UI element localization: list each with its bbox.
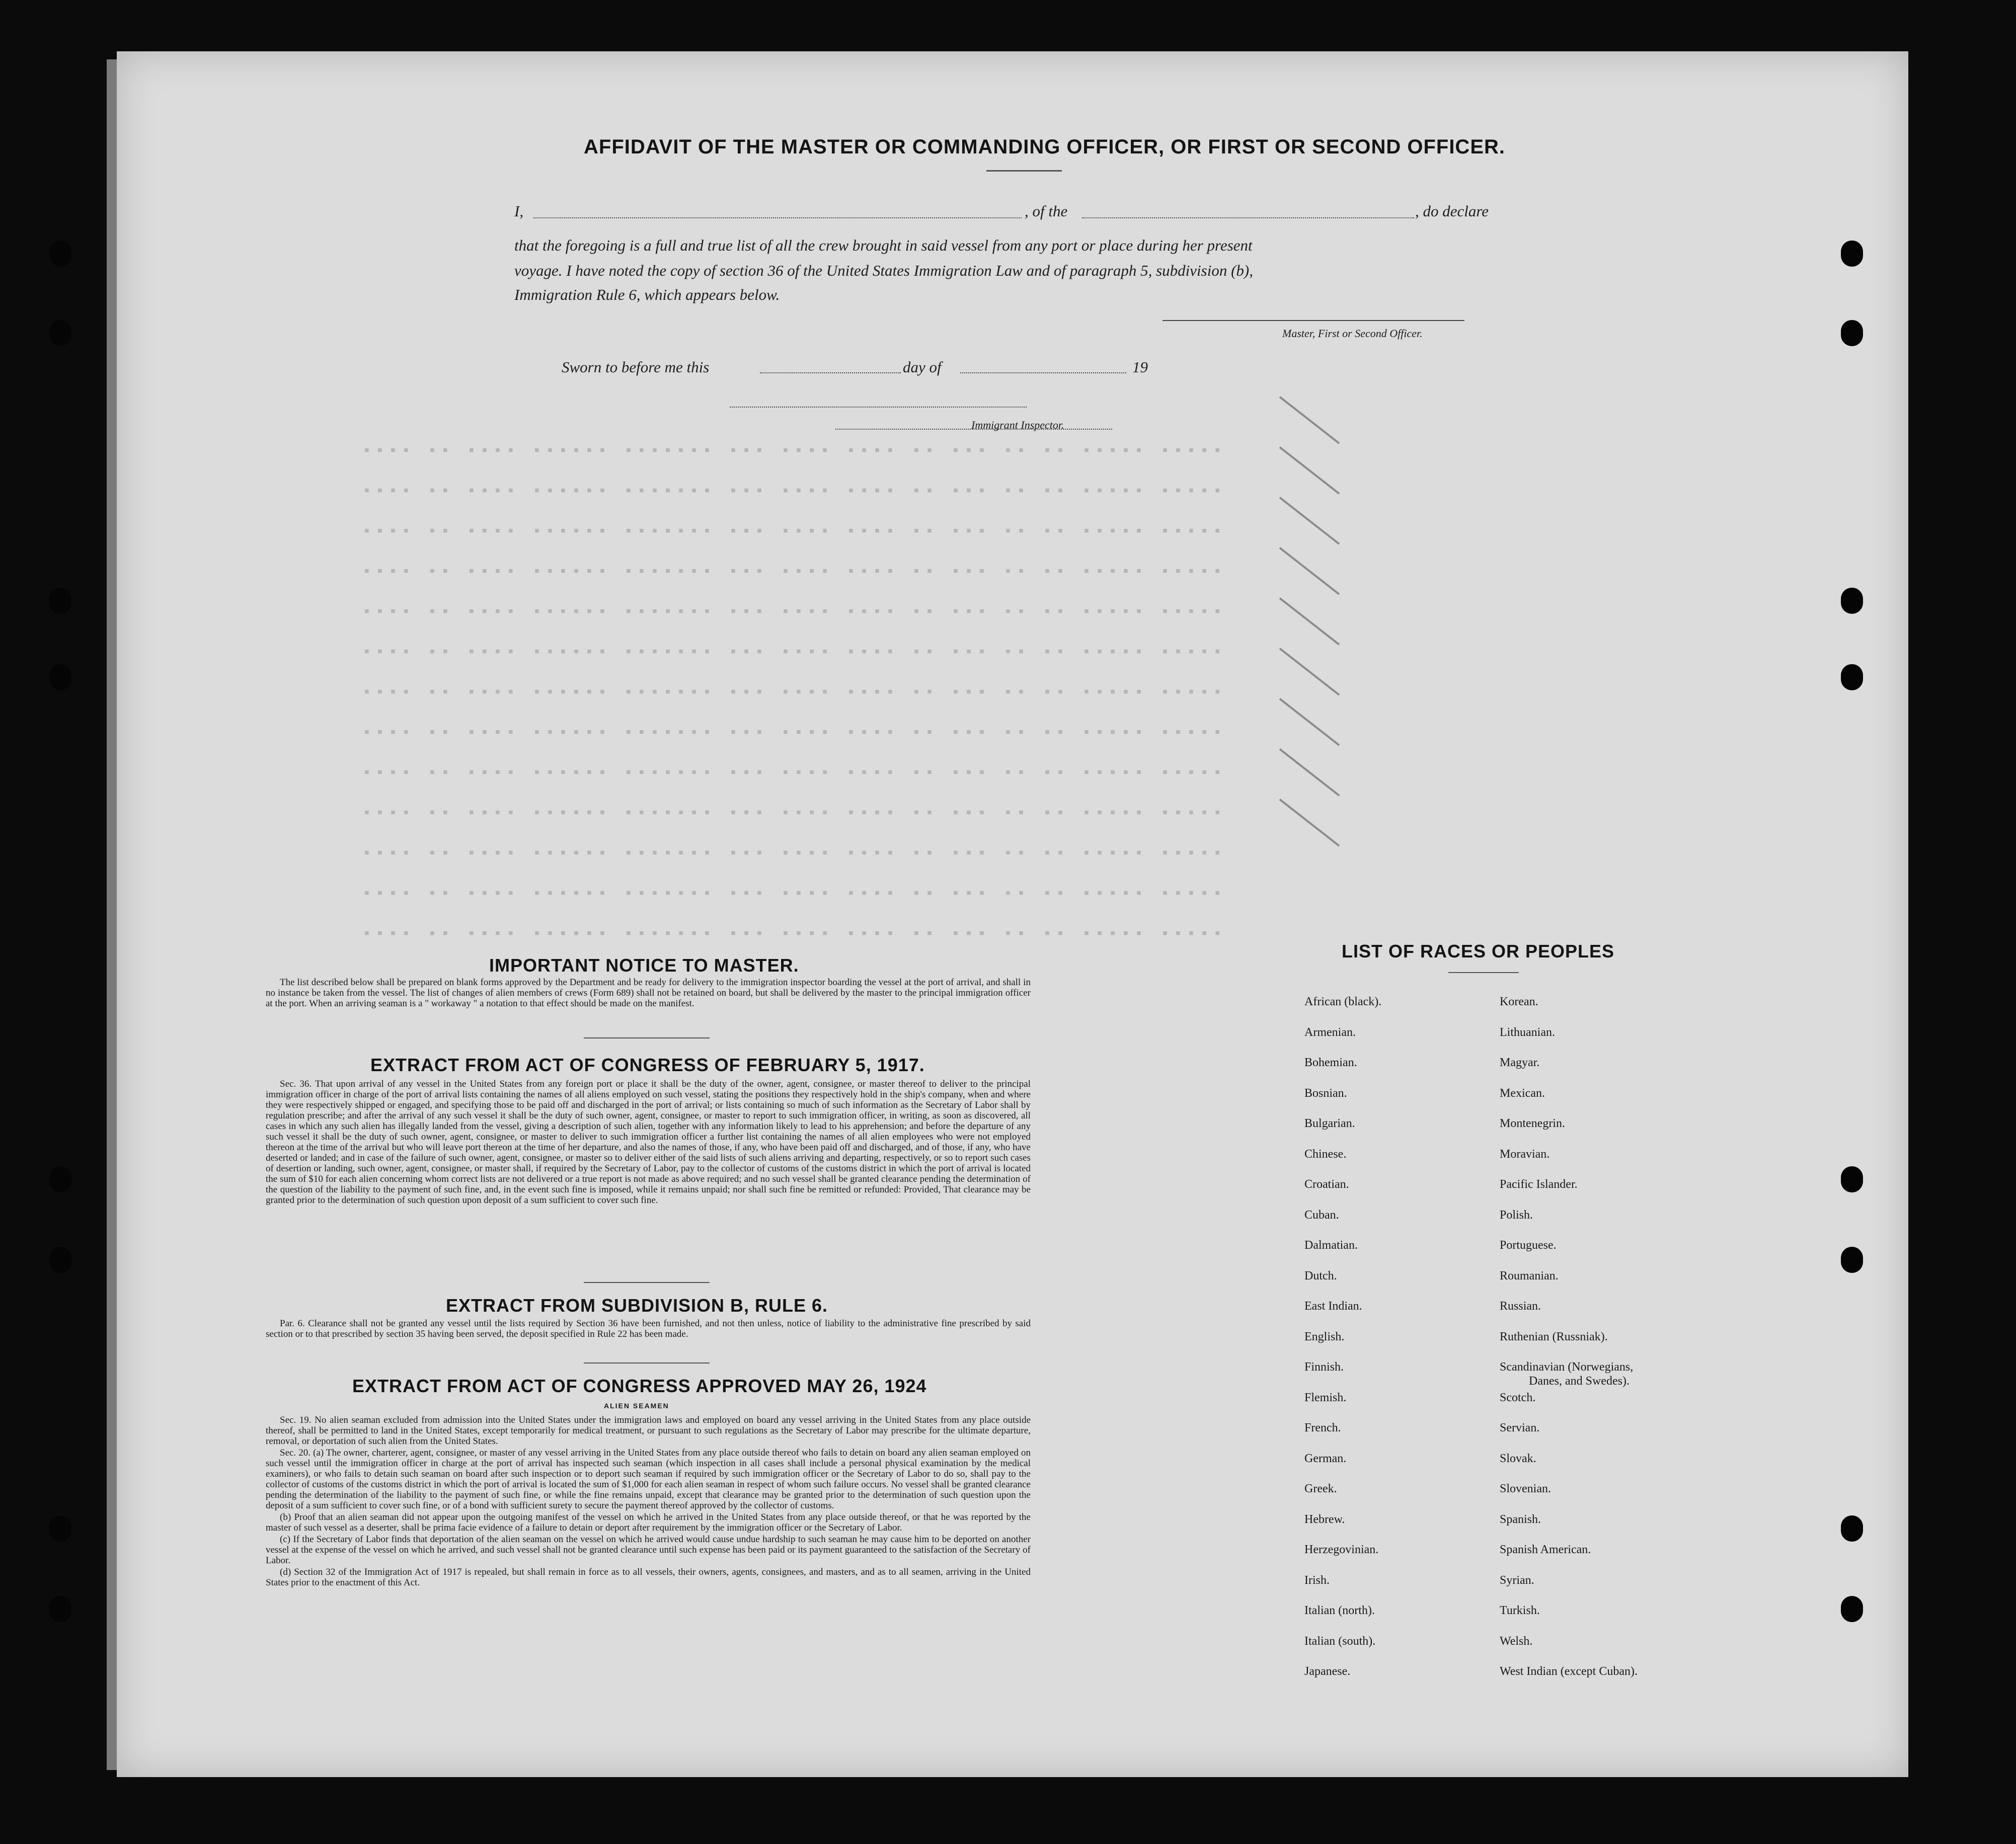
- binder-hole: [49, 240, 71, 267]
- binder-hole: [1841, 664, 1863, 690]
- binder-hole: [1841, 1596, 1863, 1622]
- notice-title: IMPORTANT NOTICE TO MASTER.: [489, 955, 799, 976]
- race-item: Bulgarian.: [1304, 1117, 1355, 1130]
- extract-1924-title: EXTRACT FROM ACT OF CONGRESS APPROVED MAY 26, 1924: [352, 1376, 927, 1396]
- race-item: Korean.: [1500, 995, 1538, 1008]
- binder-hole: [49, 664, 71, 690]
- binder-hole: [49, 1596, 71, 1622]
- race-item: Danes, and Swedes).: [1529, 1375, 1630, 1388]
- races-title: LIST OF RACES OR PEOPLES: [1342, 941, 1615, 961]
- race-item: Italian (north).: [1304, 1604, 1375, 1617]
- sworn-text: Sworn to before me this: [562, 358, 710, 376]
- extract-rule6-paragraph: Par. 6. Clearance shall not be granted any vessel until the lists required by Section 36 have been furnished, and not then unless, notice of liability to the administrative fine prescribed by said section or to that prescribed by section 35 having been served, the deposit specified in Rule 22 has been made.: [266, 1318, 1031, 1339]
- bleed-through-row: ▪▪▪▪ ▪▪ ▪▪▪▪ ▪▪▪▪▪▪ ▪▪▪▪▪▪▪ ▪▪▪ ▪▪▪▪ ▪▪▪▪ ▪▪ ▪▪▪ ▪▪ ▪▪ ▪▪▪▪▪ ▪▪▪▪▪: [362, 886, 1226, 903]
- race-item: African (black).: [1304, 995, 1382, 1008]
- alien-seamen-subhead: ALIEN SEAMEN: [604, 1402, 669, 1410]
- sec20b-paragraph: (b) Proof that an alien seaman did not appear upon the outgoing manifest of the vessel on which he arrived in the United States from any place outside thereof, or that he was reported by the master of such vessel as a deserter, shall be prima facie evidence of a failure to detain or deport after requirement by the immigration officer or the Secretary of Labor.: [266, 1512, 1031, 1533]
- bleed-through-row: ▪▪▪▪ ▪▪ ▪▪▪▪ ▪▪▪▪▪▪ ▪▪▪▪▪▪▪ ▪▪▪ ▪▪▪▪ ▪▪▪▪ ▪▪ ▪▪▪ ▪▪ ▪▪ ▪▪▪▪▪ ▪▪▪▪▪: [362, 644, 1226, 661]
- bleed-through-row: ▪▪▪▪ ▪▪ ▪▪▪▪ ▪▪▪▪▪▪ ▪▪▪▪▪▪▪ ▪▪▪ ▪▪▪▪ ▪▪▪▪ ▪▪ ▪▪▪ ▪▪ ▪▪ ▪▪▪▪▪ ▪▪▪▪▪: [362, 725, 1226, 742]
- bleed-through-row: ▪▪▪▪ ▪▪ ▪▪▪▪ ▪▪▪▪▪▪ ▪▪▪▪▪▪▪ ▪▪▪ ▪▪▪▪ ▪▪▪▪ ▪▪ ▪▪▪ ▪▪ ▪▪ ▪▪▪▪▪ ▪▪▪▪▪: [362, 845, 1226, 862]
- race-item: Mexican.: [1500, 1086, 1545, 1100]
- binder-hole: [49, 1515, 71, 1542]
- race-item: German.: [1304, 1452, 1347, 1465]
- extract-rule6-title: EXTRACT FROM SUBDIVISION B, RULE 6.: [446, 1295, 828, 1316]
- affidavit-line-2: that the foregoing is a full and true list of all the crew brought in said vessel from any port or place during her present: [514, 236, 1253, 254]
- race-item: Dalmatian.: [1304, 1239, 1358, 1252]
- bleed-through-row: ▪▪▪▪ ▪▪ ▪▪▪▪ ▪▪▪▪▪▪ ▪▪▪▪▪▪▪ ▪▪▪ ▪▪▪▪ ▪▪▪▪ ▪▪ ▪▪▪ ▪▪ ▪▪ ▪▪▪▪▪ ▪▪▪▪▪: [362, 805, 1226, 822]
- bleed-through-row: ▪▪▪▪ ▪▪ ▪▪▪▪ ▪▪▪▪▪▪ ▪▪▪▪▪▪▪ ▪▪▪ ▪▪▪▪ ▪▪▪▪ ▪▪ ▪▪▪ ▪▪ ▪▪ ▪▪▪▪▪ ▪▪▪▪▪: [362, 926, 1226, 943]
- affidavit-declare: , do declare: [1415, 202, 1489, 220]
- section-rule: [584, 1037, 710, 1038]
- sworn-month-blank[interactable]: [960, 372, 1126, 373]
- binder-hole: [49, 588, 71, 614]
- bleed-through-row: ▪▪▪▪ ▪▪ ▪▪▪▪ ▪▪▪▪▪▪ ▪▪▪▪▪▪▪ ▪▪▪ ▪▪▪▪ ▪▪▪▪ ▪▪ ▪▪▪ ▪▪ ▪▪ ▪▪▪▪▪ ▪▪▪▪▪: [362, 483, 1226, 500]
- race-item: Ruthenian (Russniak).: [1500, 1330, 1608, 1343]
- race-item: Greek.: [1304, 1482, 1337, 1495]
- extract-1917-paragraph: Sec. 36. That upon arrival of any vessel in the United States from any foreign port or place it shall be the duty of the owner, agent, consignee, or master thereof to deliver to the principal immigration officer in charge of the port of arrival lists containing the names of all aliens employed on such vessel, stating the positions they respectively hold in the ship's company, when and where they were respectively shipped or engaged, and specifying those to be paid off and discharged in the port of arrival; or lists containing so much of such information as the Secretary of Labor shall by regulation prescribe; and after the arrival of any such vessel it shall be the duty of such owner, agent, consignee, or master to report to such immigration officer, in writing, as soon as discovered, all cases in which any such alien has illegally landed from the vessel, giving a description of such alien, together with any information likely to lead to his apprehension; and before the departure of any such vessel it shall be the duty of such owner, agent, consignee, or master to deliver to such immigration officer a further list containing the names of all alien employees who were not employed thereon at the time of the arrival but who will leave port thereon at the time of her departure, and also the names of those, if any, who have been paid off and discharged, and of those, if any, who have deserted or landed; and in case of the failure of such owner, agent, consignee, or master so to deliver either of the said lists of such aliens arriving and departing, respectively, or so to report such cases of desertion or landing, such owner, agent, consignee, or master shall, if required by the Secretary of Labor, pay to the collector of customs of the customs district in which the port of arrival is located the sum of $10 for each alien concerning whom correct lists are not delivered or a true report is not made as above required; and no such vessel shall be granted clearance pending the determination of the question of the liability to the payment of such fine, and, in the event such fine is imposed, while it remains unpaid; nor shall such fine be remitted or refunded: Provided, That clearance may be granted prior to the determination of such question upon deposit of a sum sufficient to cover such fine.: [266, 1079, 1031, 1206]
- extract-1917-title: EXTRACT FROM ACT OF CONGRESS OF FEBRUARY 5, 1917.: [370, 1055, 925, 1075]
- race-item: Irish.: [1304, 1573, 1330, 1587]
- race-item: Syrian.: [1500, 1573, 1534, 1587]
- race-item: East Indian.: [1304, 1300, 1362, 1313]
- binder-hole: [1841, 1515, 1863, 1542]
- race-item: Servian.: [1500, 1421, 1540, 1434]
- race-item: Spanish.: [1500, 1512, 1541, 1526]
- race-item: Russian.: [1500, 1300, 1541, 1313]
- race-item: Flemish.: [1304, 1391, 1347, 1404]
- sec20c-paragraph: (c) If the Secretary of Labor finds that deportation of the alien seaman on the vessel on which he arrived would cause undue hardship to such seaman he may cause him to be deported on another vessel at the expense of the vessel on which he arrived, and such vessel shall not be granted clearance until such expense has been paid or its payment guaranteed to the satisfaction of the Secretary of Labor.: [266, 1534, 1031, 1566]
- inspector-label: Immigrant Inspector.: [971, 419, 1064, 431]
- binder-hole: [49, 1247, 71, 1273]
- race-item: Herzegovinian.: [1304, 1543, 1379, 1556]
- binder-hole: [1841, 320, 1863, 346]
- race-item: Italian (south).: [1304, 1634, 1376, 1648]
- title-rule: [986, 170, 1062, 172]
- sworn-year: 19: [1132, 358, 1148, 376]
- extract-rule6-text: [266, 1318, 1031, 1340]
- race-item: Chinese.: [1304, 1147, 1347, 1161]
- extract-1917-text: [266, 1079, 1031, 1207]
- sec19-paragraph: Sec. 19. No alien seaman excluded from admission into the United States under the immigration laws and employed on board any vessel arriving in the United States from any place outside thereof, shall be permitted to land in the United States, except temporarily for medical treatment, or pursuant to such regulations as the Secretary of Labor may prescribe for the ultimate departure, removal, or deportation of such alien from the United States.: [266, 1415, 1031, 1447]
- race-item: Turkish.: [1500, 1604, 1540, 1617]
- race-item: Moravian.: [1500, 1147, 1550, 1161]
- race-item: Roumanian.: [1500, 1269, 1559, 1282]
- vessel-blank[interactable]: [1082, 217, 1414, 218]
- race-item: West Indian (except Cuban).: [1500, 1665, 1638, 1678]
- race-item: Cuban.: [1304, 1208, 1339, 1222]
- race-item: Japanese.: [1304, 1665, 1351, 1678]
- name-blank[interactable]: [533, 217, 1022, 218]
- binder-hole: [1841, 588, 1863, 614]
- binder-hole: [1841, 240, 1863, 267]
- race-item: Spanish American.: [1500, 1543, 1591, 1556]
- race-item: Portuguese.: [1500, 1239, 1557, 1252]
- extract-1924-text: [266, 1415, 1031, 1589]
- binder-hole: [49, 1166, 71, 1192]
- signature-line[interactable]: [1162, 320, 1464, 321]
- race-item: Montenegrin.: [1500, 1117, 1565, 1130]
- race-item: Scandinavian (Norwegians,: [1500, 1360, 1634, 1374]
- race-item: Lithuanian.: [1500, 1025, 1555, 1039]
- race-item: Bosnian.: [1304, 1086, 1347, 1100]
- bleed-through-row: ▪▪▪▪ ▪▪ ▪▪▪▪ ▪▪▪▪▪▪ ▪▪▪▪▪▪▪ ▪▪▪ ▪▪▪▪ ▪▪▪▪ ▪▪ ▪▪▪ ▪▪ ▪▪ ▪▪▪▪▪ ▪▪▪▪▪: [362, 523, 1226, 540]
- binder-hole: [49, 320, 71, 346]
- race-item: Slovenian.: [1500, 1482, 1551, 1495]
- race-item: Slovak.: [1500, 1452, 1536, 1465]
- sec20a-paragraph: Sec. 20. (a) The owner, charterer, agent, consignee, or master of any vessel arriving in the United States from any place outside thereof who fails to detain on board any alien seaman employed on such vessel until the immigration officer in charge at the port of arrival has inspected such seaman (which inspection in all cases shall include a personal physical examination by the medical examiners), or who fails to detain such seaman on board after such inspection or to deport such seaman if required by such immigration officer or the Secretary of Labor to do so, shall pay to the collector of customs of the customs district in which the port of arrival is located the sum of $1,000 for each alien seaman in respect of whom such failure occurs. No vessel shall be granted clearance pending the determination of the liability to the payment of such fine, or while the fine remains unpaid, except that clearance may be granted prior to the determination of such question upon the deposit of a sum sufficient to cover such fine, or of a bond with sufficient surety to secure the payment thereof approved by the collector of customs.: [266, 1448, 1031, 1511]
- signature-label: Master, First or Second Officer.: [1282, 327, 1423, 340]
- sheet-edge: [107, 59, 118, 1770]
- section-rule: [584, 1362, 710, 1364]
- races-rule: [1448, 972, 1519, 973]
- race-item: French.: [1304, 1421, 1341, 1434]
- race-item: Bohemian.: [1304, 1056, 1357, 1069]
- affidavit-line-3: voyage. I have noted the copy of section 36 of the United States Immigration Law and of paragraph 5, subdivision (b),: [514, 262, 1253, 279]
- bleed-through-row: ▪▪▪▪ ▪▪ ▪▪▪▪ ▪▪▪▪▪▪ ▪▪▪▪▪▪▪ ▪▪▪ ▪▪▪▪ ▪▪▪▪ ▪▪ ▪▪▪ ▪▪ ▪▪ ▪▪▪▪▪ ▪▪▪▪▪: [362, 765, 1226, 782]
- bleed-through-row: ▪▪▪▪ ▪▪ ▪▪▪▪ ▪▪▪▪▪▪ ▪▪▪▪▪▪▪ ▪▪▪ ▪▪▪▪ ▪▪▪▪ ▪▪ ▪▪▪ ▪▪ ▪▪ ▪▪▪▪▪ ▪▪▪▪▪: [362, 604, 1226, 621]
- sworn-day-blank[interactable]: [760, 372, 901, 373]
- binder-hole: [1841, 1247, 1863, 1273]
- inspector-blank[interactable]: [730, 407, 1027, 408]
- race-item: Croatian.: [1304, 1178, 1349, 1191]
- race-item: Magyar.: [1500, 1056, 1540, 1069]
- race-item: Scotch.: [1500, 1391, 1536, 1404]
- race-item: Polish.: [1500, 1208, 1533, 1222]
- affidavit-i: I,: [514, 202, 524, 220]
- sec20d-paragraph: (d) Section 32 of the Immigration Act of 1917 is repealed, but shall remain in force as to all vessels, their owners, agents, consignees, and masters, and as to all seamen, arriving in the United States prior to the enactment of this Act.: [266, 1567, 1031, 1588]
- race-item: Dutch.: [1304, 1269, 1337, 1282]
- affidavit-of-the: , of the: [1025, 202, 1068, 220]
- race-item: Welsh.: [1500, 1634, 1533, 1648]
- section-rule: [584, 1282, 710, 1283]
- bleed-through-row: ▪▪▪▪ ▪▪ ▪▪▪▪ ▪▪▪▪▪▪ ▪▪▪▪▪▪▪ ▪▪▪ ▪▪▪▪ ▪▪▪▪ ▪▪ ▪▪▪ ▪▪ ▪▪ ▪▪▪▪▪ ▪▪▪▪▪: [362, 443, 1226, 460]
- bleed-through-row: ▪▪▪▪ ▪▪ ▪▪▪▪ ▪▪▪▪▪▪ ▪▪▪▪▪▪▪ ▪▪▪ ▪▪▪▪ ▪▪▪▪ ▪▪ ▪▪▪ ▪▪ ▪▪ ▪▪▪▪▪ ▪▪▪▪▪: [362, 564, 1226, 581]
- race-item: Hebrew.: [1304, 1512, 1345, 1526]
- race-item: Pacific Islander.: [1500, 1178, 1578, 1191]
- bleed-through-row: ▪▪▪▪ ▪▪ ▪▪▪▪ ▪▪▪▪▪▪ ▪▪▪▪▪▪▪ ▪▪▪ ▪▪▪▪ ▪▪▪▪ ▪▪ ▪▪▪ ▪▪ ▪▪ ▪▪▪▪▪ ▪▪▪▪▪: [362, 684, 1226, 701]
- race-item: Finnish.: [1304, 1360, 1344, 1374]
- sworn-day-label: day of: [903, 358, 942, 376]
- race-item: English.: [1304, 1330, 1345, 1343]
- affidavit-title: AFFIDAVIT OF THE MASTER OR COMMANDING OFFICER, OR FIRST OR SECOND OFFICER.: [584, 136, 1505, 158]
- notice-paragraph: The list described below shall be prepared on blank forms approved by the Department and be ready for delivery to the immigration inspector boarding the vessel at the port of arrival, and shall in no instance be taken from the vessel. The list of changes of alien members of crews (Form 689) shall not be retained on board, but shall be delivered by the master to the principal immigration officer at the port. When an arriving seaman is a " workaway " a notation to that effect should be made on the manifest.: [266, 977, 1031, 1009]
- binder-hole: [1841, 1166, 1863, 1192]
- affidavit-line-4: Immigration Rule 6, which appears below.: [514, 286, 780, 303]
- race-item: Armenian.: [1304, 1025, 1356, 1039]
- notice-text: [266, 977, 1031, 1010]
